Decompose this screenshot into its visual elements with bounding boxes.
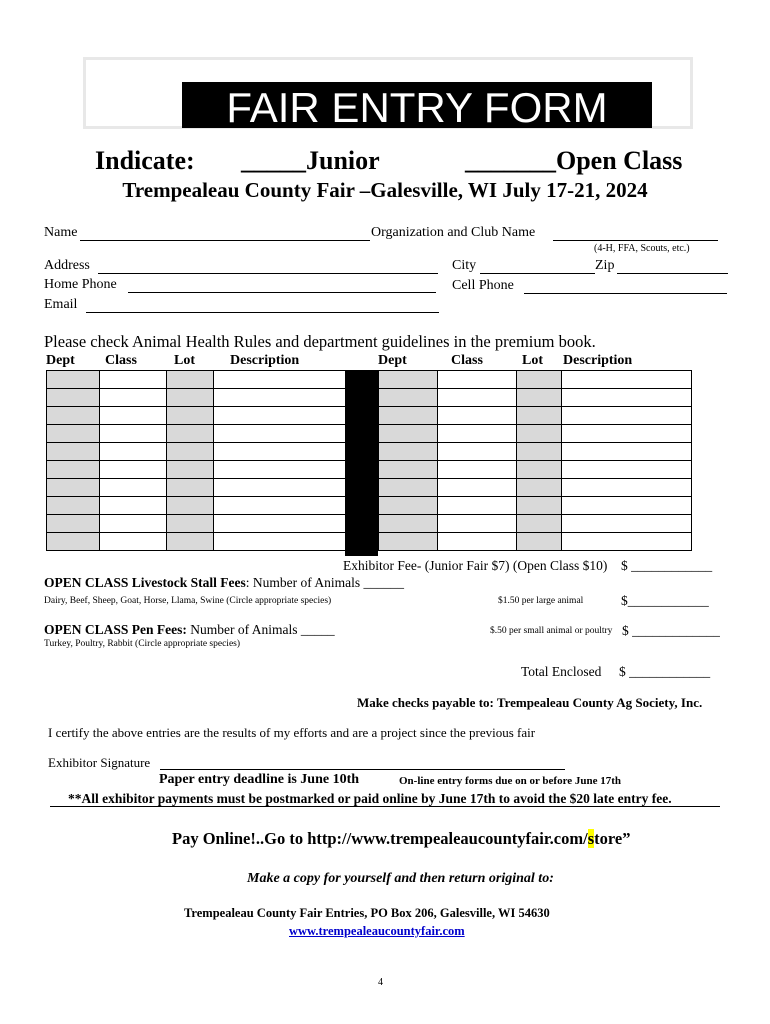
col-class-right: Class — [451, 353, 483, 368]
stall-amount[interactable]: $____________ — [621, 593, 709, 608]
table-row — [47, 497, 346, 515]
pen-species: Turkey, Poultry, Rabbit (Circle appropriate species) — [44, 639, 241, 649]
table-row — [47, 389, 346, 407]
pay-online-text-end: tore” — [594, 829, 631, 848]
col-dept-left: Dept — [46, 353, 75, 368]
city-label: City — [452, 258, 477, 273]
pen-fees-title: OPEN CLASS Pen Fees: — [44, 622, 187, 637]
cell-phone-field[interactable] — [524, 293, 727, 294]
paper-deadline: Paper entry deadline is June 10th — [159, 772, 360, 787]
address-field[interactable] — [98, 273, 438, 274]
table-row — [47, 479, 346, 497]
entries-table-left — [46, 370, 346, 551]
col-description-left: Description — [230, 353, 300, 368]
exhibitor-fee-amount[interactable]: $ ____________ — [621, 558, 713, 573]
junior-option[interactable]: _____Junior — [241, 146, 380, 175]
pay-online-text: Pay Online!..Go to http://www.trempealeaucountyfair.com/ — [172, 829, 588, 848]
certify-statement: I certify the above entries are the results of my efforts and are a project since the previous fair — [48, 725, 536, 740]
pen-fees-line — [44, 622, 335, 638]
table-row — [379, 443, 692, 461]
cell-phone-label: Cell Phone — [452, 278, 514, 293]
col-lot-left: Lot — [174, 353, 195, 368]
table-row — [47, 371, 346, 389]
page-number: 4 — [378, 977, 383, 988]
signature-field[interactable] — [160, 769, 565, 770]
mailing-address: Trempealeau County Fair Entries, PO Box 206, Galesville, WI 54630 — [184, 906, 550, 920]
table-row — [379, 389, 692, 407]
col-dept-right: Dept — [378, 353, 407, 368]
exhibitor-fee-label: Exhibitor Fee- (Junior Fair $7) (Open Class $10) — [343, 558, 608, 573]
entries-table-right — [378, 370, 692, 551]
website-link[interactable]: www.trempealeaucountyfair.com — [289, 924, 465, 938]
home-phone-label: Home Phone — [44, 277, 117, 292]
indicate-label: Indicate: — [95, 146, 195, 175]
total-label: Total Enclosed — [521, 664, 602, 679]
stall-fees-count[interactable]: : Number of Animals ______ — [245, 575, 405, 590]
table-row — [47, 533, 346, 551]
payable-to: Make checks payable to: Trempealeau County Ag Society, Inc. — [357, 695, 703, 710]
table-row — [379, 407, 692, 425]
zip-field[interactable] — [617, 273, 728, 274]
table-row — [379, 515, 692, 533]
col-lot-right: Lot — [522, 353, 543, 368]
name-label: Name — [44, 225, 78, 240]
table-row — [47, 461, 346, 479]
table-row — [379, 461, 692, 479]
online-deadline: On-line entry forms due on or before June 17th — [399, 775, 622, 787]
zip-label: Zip — [595, 258, 615, 273]
table-divider — [345, 370, 378, 556]
col-description-right: Description — [563, 353, 633, 368]
table-row — [379, 479, 692, 497]
pen-amount[interactable]: $ _____________ — [622, 623, 720, 638]
email-field[interactable] — [86, 312, 439, 313]
pay-online-highlight: s — [587, 829, 595, 848]
pay-online[interactable] — [172, 829, 630, 849]
name-field[interactable] — [80, 240, 370, 241]
email-label: Email — [44, 297, 78, 312]
table-row — [47, 443, 346, 461]
stall-fees-line — [44, 575, 404, 591]
col-class-left: Class — [105, 353, 137, 368]
org-field[interactable] — [553, 240, 718, 241]
payment-notice: **All exhibitor payments must be postmarked or paid online by June 17th to avoid the $20 late entry fee. — [68, 791, 672, 806]
org-label: Organization and Club Name — [371, 225, 536, 240]
home-phone-field[interactable] — [128, 292, 436, 293]
table-row — [379, 533, 692, 551]
total-amount[interactable]: $ ____________ — [619, 664, 711, 679]
stall-species: Dairy, Beef, Sheep, Goat, Horse, Llama, Swine (Circle appropriate species) — [44, 596, 332, 606]
pen-fees-count[interactable]: Number of Animals _____ — [186, 622, 335, 637]
city-field[interactable] — [480, 273, 595, 274]
org-note: (4-H, FFA, Scouts, etc.) — [594, 243, 690, 254]
form-title: FAIR ENTRY FORM — [182, 82, 652, 128]
table-row — [47, 515, 346, 533]
fair-dates: Trempealeau County Fair –Galesville, WI July 17-21, 2024 — [122, 178, 648, 202]
open-class-option[interactable]: _______Open Class — [465, 146, 683, 175]
address-label: Address — [44, 258, 90, 273]
stall-rate: $1.50 per large animal — [498, 596, 584, 606]
table-row — [379, 371, 692, 389]
table-row — [379, 425, 692, 443]
pen-rate: $.50 per small animal or poultry — [490, 626, 613, 636]
stall-fees-title: OPEN CLASS Livestock Stall Fees — [44, 575, 246, 590]
table-row — [379, 497, 692, 515]
copy-note: Make a copy for yourself and then return original to: — [247, 871, 554, 886]
table-row — [47, 407, 346, 425]
table-row — [47, 425, 346, 443]
entries-instruction: Please check Animal Health Rules and department guidelines in the premium book. — [44, 332, 596, 351]
signature-label: Exhibitor Signature — [48, 755, 151, 770]
